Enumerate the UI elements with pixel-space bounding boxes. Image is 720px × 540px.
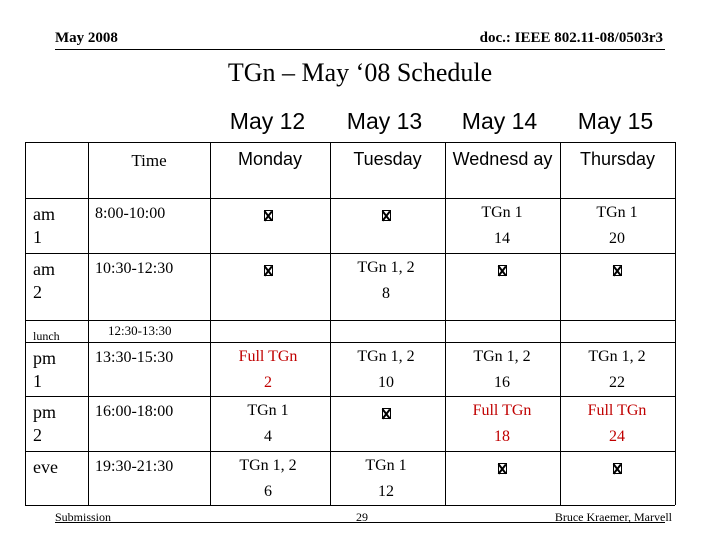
grid-vline [445,142,446,505]
session-cell [331,255,441,307]
header-right: doc.: IEEE 802.11-08/0503r3 [479,30,663,46]
session-name: TGn 1, 2 [588,348,646,365]
session-name: TGn 1 [481,204,523,221]
grid-vline [675,142,676,505]
session-number: 2 [264,374,272,391]
footer-submission: Submission [55,510,112,524]
grid-vline [210,142,211,505]
session-cell [447,344,557,396]
row-time: 19:30-21:30 [95,458,174,475]
grid-hline [25,253,675,254]
unavailable-icon [498,265,507,276]
session-number: 18 [494,428,510,445]
session-name: TGn 1 [247,402,289,419]
date-may-13: May 13 [346,108,423,134]
day-header: Tuesday [353,149,422,169]
row-time: 13:30-15:30 [95,349,174,366]
grid-hline [25,505,675,506]
session-cell [562,200,672,252]
time-header: Time [131,151,167,170]
row-label: pm 2 [33,402,57,445]
session-number: 10 [378,374,394,391]
footer-page-number: 29 [356,510,368,524]
session-name: TGn 1, 2 [473,348,531,365]
day-header: Thursday [579,149,656,169]
session-number: 4 [264,428,272,445]
day-header: Wednesd ay [452,149,553,169]
unavailable-icon [613,265,622,276]
session-cell [213,344,323,396]
unavailable-icon [264,210,273,221]
grid-hline [25,142,675,143]
slide-title: TGn – May ‘08 Schedule [227,58,493,87]
grid-hline [25,396,675,397]
session-number: 8 [382,285,390,302]
session-number: 22 [609,374,625,391]
session-name: Full TGn [472,402,532,419]
unavailable-icon [382,408,391,419]
x-mark [366,208,406,226]
footer-rule [55,522,665,523]
date-may-14: May 14 [461,108,538,134]
session-name: Full TGn [238,348,298,365]
row-time: 10:30-12:30 [95,260,174,277]
x-mark [482,263,522,281]
x-mark [248,208,288,226]
session-number: 20 [609,230,625,247]
session-number: 24 [609,428,625,445]
row-label: am 1 [33,204,55,247]
session-number: 12 [378,483,394,500]
session-cell [213,398,323,450]
row-time: 12:30-13:30 [108,323,172,338]
x-mark [597,263,637,281]
date-may-12: May 12 [229,108,306,134]
x-mark [366,406,406,424]
x-mark [597,461,637,479]
session-name: TGn 1, 2 [357,259,415,276]
session-cell [213,453,323,505]
unavailable-icon [382,210,391,221]
grid-vline [330,142,331,505]
grid-vline [560,142,561,505]
session-cell [562,398,672,450]
session-cell [447,398,557,450]
unavailable-icon [498,463,507,474]
unavailable-icon [613,463,622,474]
x-mark [248,263,288,281]
row-time: 16:00-18:00 [95,403,174,420]
unavailable-icon [264,265,273,276]
date-may-15: May 15 [577,108,654,134]
session-name: TGn 1 [596,204,638,221]
header-rule [55,49,665,50]
row-label: eve [33,457,58,477]
grid-hline [25,198,675,199]
day-header: Monday [237,149,303,169]
session-name: TGn 1, 2 [239,457,297,474]
grid-hline [25,342,675,343]
row-label: lunch [33,329,60,343]
footer-author: Bruce Kraemer, Marvell [554,510,672,524]
x-mark [482,461,522,479]
session-cell [562,344,672,396]
grid-hline [25,451,675,452]
grid-vline [88,142,89,505]
session-cell [331,344,441,396]
grid-hline [25,320,675,321]
session-cell [447,200,557,252]
session-cell [331,453,441,505]
session-name: Full TGn [587,402,647,419]
session-name: TGn 1 [365,457,407,474]
row-label: pm 1 [33,348,57,391]
session-number: 6 [264,483,272,500]
row-time: 8:00-10:00 [95,205,166,222]
session-number: 16 [494,374,510,391]
header-left: May 2008 [55,30,118,46]
session-number: 14 [494,230,510,247]
session-name: TGn 1, 2 [357,348,415,365]
row-label: am 2 [33,259,55,302]
grid-vline [25,142,26,505]
